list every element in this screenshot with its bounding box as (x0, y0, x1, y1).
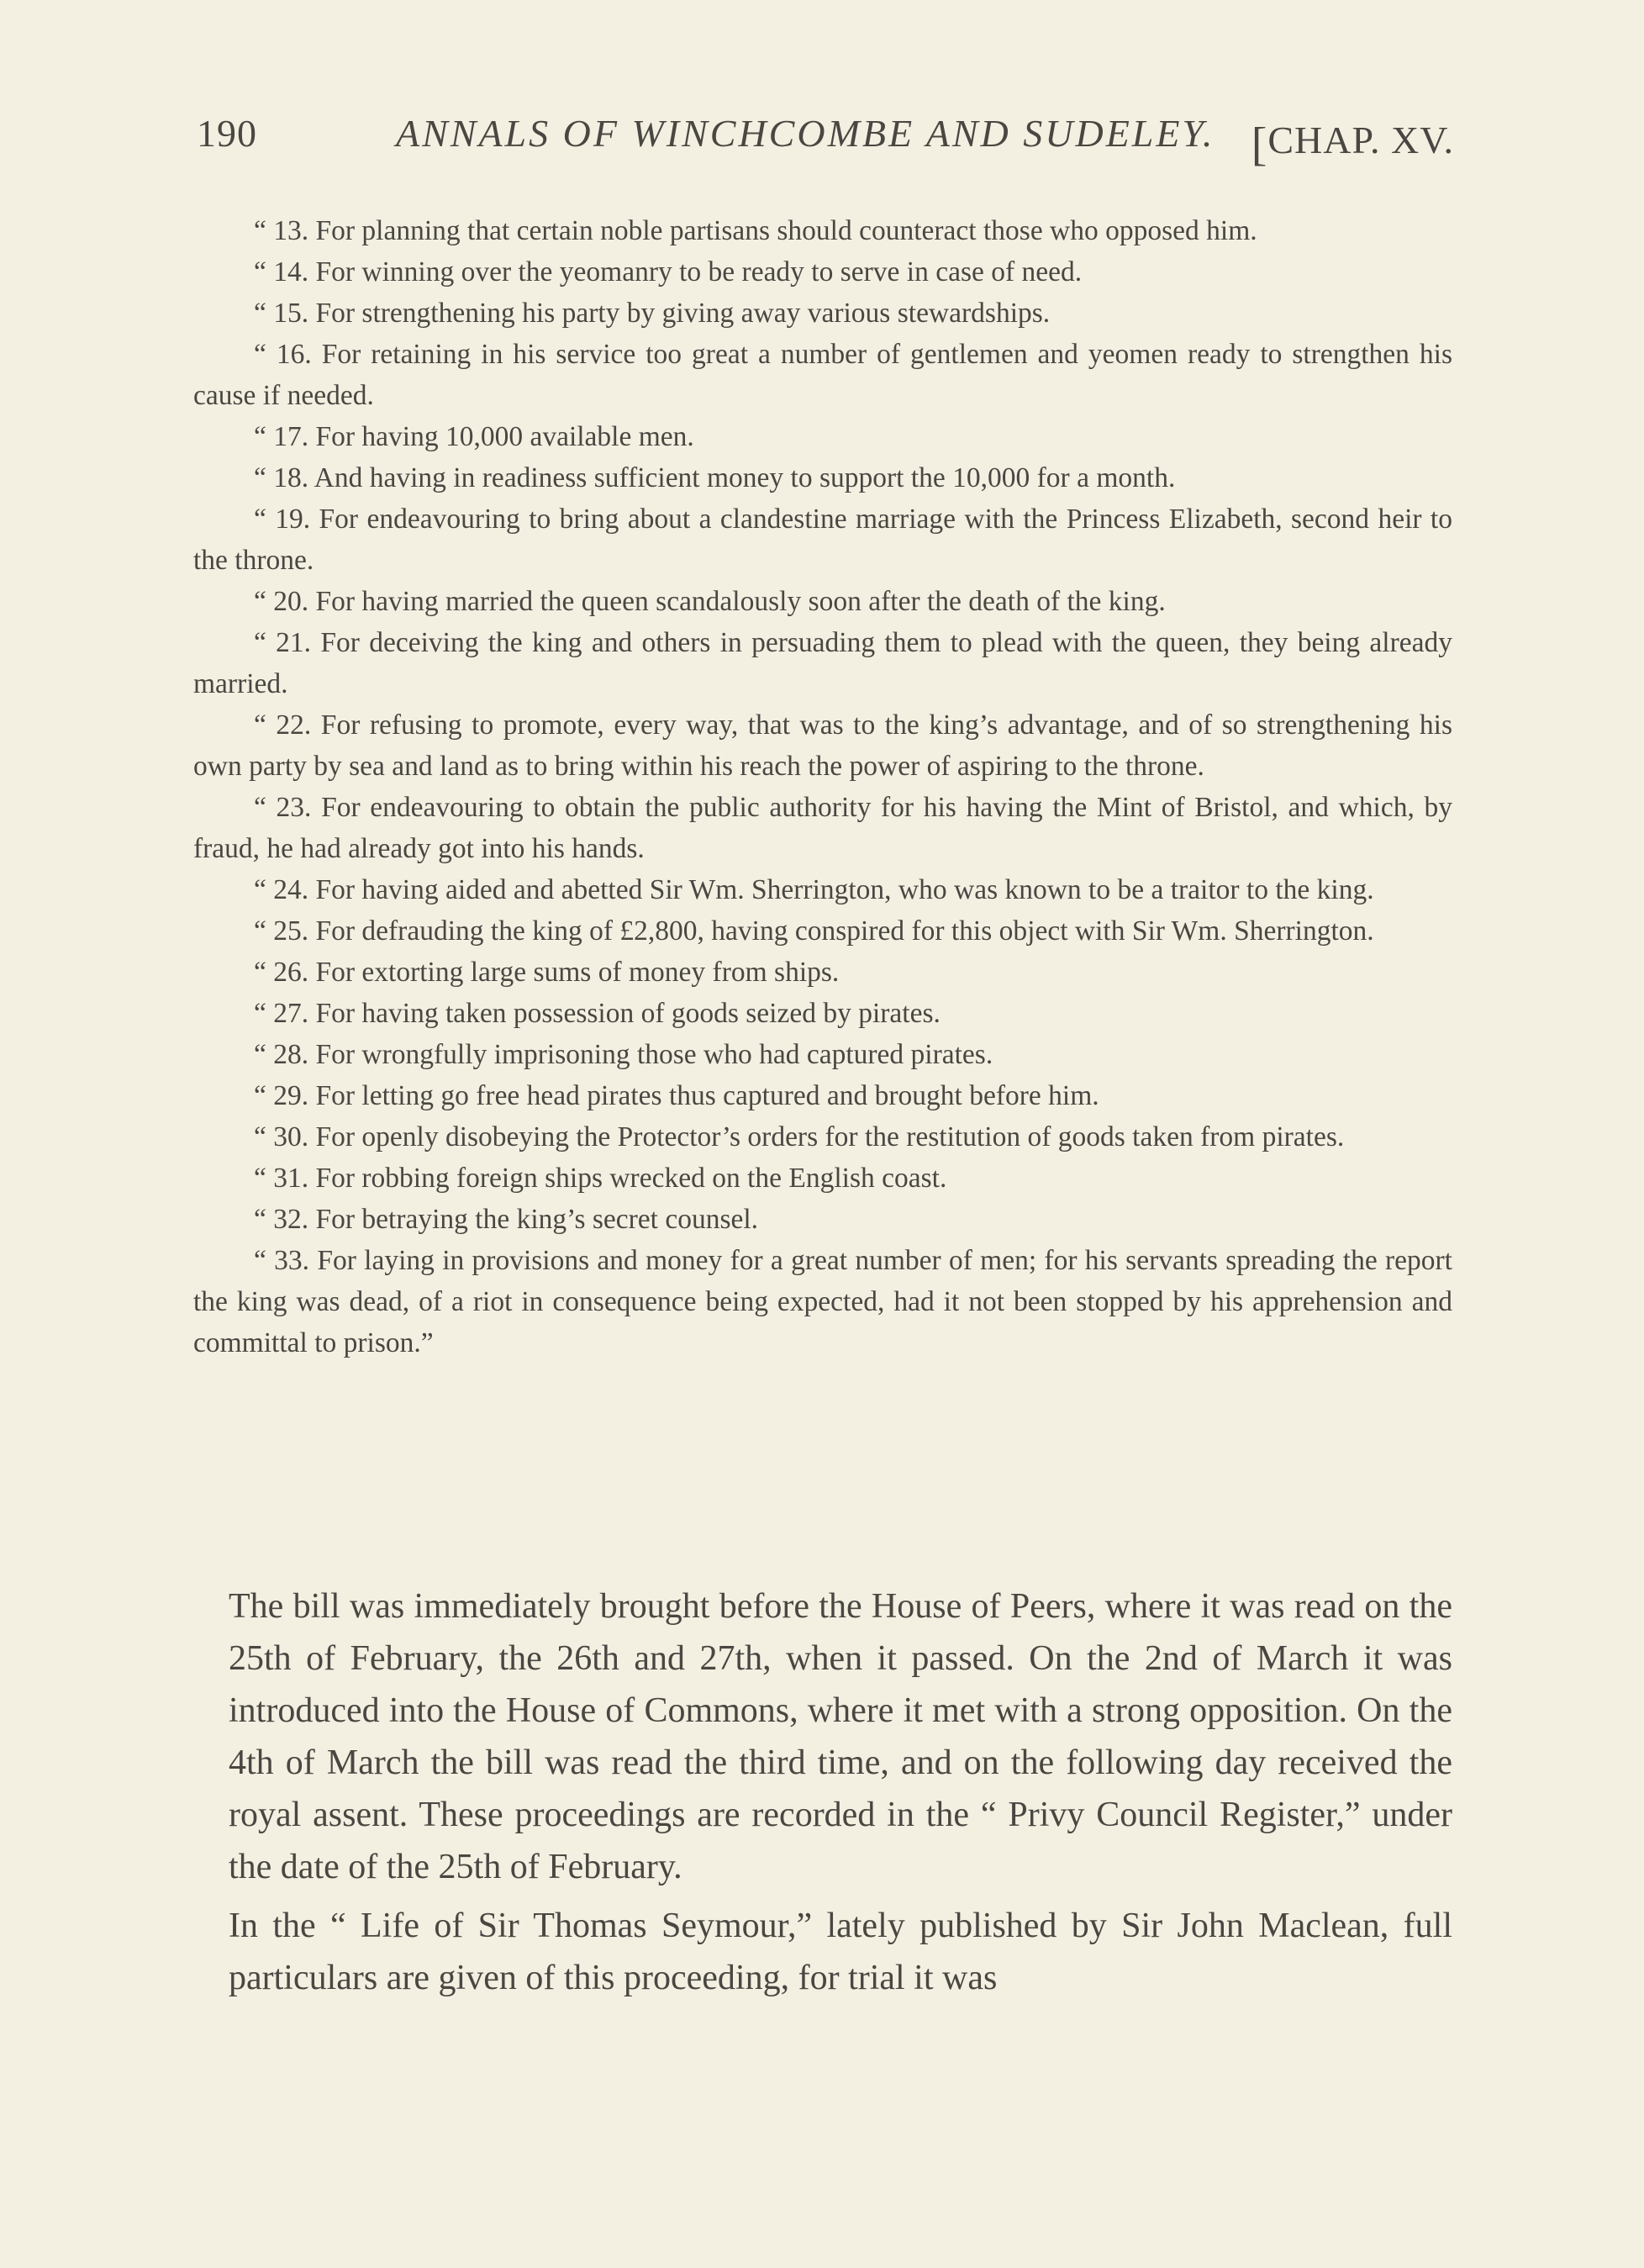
charge-33: “ 33. For laying in provisions and money for a great number of men; for his servants spreading the report the king was dead, of a riot in consequence being expected, had it not been stopped by his apprehension and committal to prison.” (193, 1245, 1452, 1358)
charge-29: “ 29. For letting go free head pirates thus captured and brought before him. (254, 1080, 1099, 1111)
chapter-bracket: [ (1251, 119, 1268, 171)
charge-27: “ 27. For having taken possession of goods seized by pirates. (254, 998, 941, 1029)
charge-32: “ 32. For betraying the king’s secret counsel. (254, 1204, 759, 1235)
running-title: ANNALS OF WINCHCOMBE AND SUDELEY. (396, 112, 1215, 155)
charge-22: “ 22. For refusing to promote, every way, that was to the king’s advantage, and of so strengthening his own party by sea and land as to bring within his reach the power of aspiring to the throne. (193, 709, 1452, 782)
paragraph-bill-proceedings: The bill was immediately brought before the House of Peers, where it was read on the 25th of February, the 26th and 27th, when it passed. On the 2nd of March it was introduced into the House of Commons, where it met with a strong opposition. On the 4th of March the bill was read the third time, and on the following day received the royal assent. These proceedings are recorded in the “ Privy Council Register,” under the date of the 25th of February. (229, 1587, 1452, 1886)
book-page (193, 0, 1454, 2268)
page-number: 190 (197, 112, 257, 155)
charge-28: “ 28. For wrongfully imprisoning those who had captured pirates. (254, 1039, 993, 1070)
charge-18: “ 18. And having in readiness sufficient money to support the 10,000 for a month. (254, 462, 1176, 493)
charge-14: “ 14. For winning over the yeomanry to be ready to serve in case of need. (254, 256, 1083, 287)
chapter-reference (1251, 111, 1454, 171)
charge-19: “ 19. For endeavouring to bring about a clandestine marriage with the Princess Elizabeth, second heir to the throne. (193, 504, 1452, 576)
charge-20: “ 20. For having married the queen scandalously soon after the death of the king. (254, 586, 1166, 617)
charge-13: “ 13. For planning that certain noble partisans should counteract those who opposed him. (254, 215, 1257, 246)
charges-list (193, 210, 1452, 1363)
charge-21: “ 21. For deceiving the king and others in persuading them to plead with the queen, they being already married. (193, 627, 1452, 699)
charge-31: “ 31. For robbing foreign ships wrecked on the English coast. (254, 1163, 947, 1194)
charge-17: “ 17. For having 10,000 available men. (254, 421, 694, 452)
charge-23: “ 23. For endeavouring to obtain the public authority for his having the Mint of Bristol, and which, by fraud, he had already got into his hands. (193, 792, 1452, 864)
body-text (229, 1580, 1452, 2004)
charge-15: “ 15. For strengthening his party by giving away various stewardships. (254, 298, 1051, 329)
charge-16: “ 16. For retaining in his service too great a number of gentlemen and yeomen ready to strengthen his cause if needed. (193, 339, 1452, 411)
charge-26: “ 26. For extorting large sums of money from ships. (254, 957, 840, 988)
paragraph-life-of-seymour: In the “ Life of Sir Thomas Seymour,” lately published by Sir John Maclean, full particulars are given of this proceeding, for trial it was (229, 1907, 1452, 1997)
chapter-label: CHAP. XV. (1267, 119, 1454, 161)
charge-25: “ 25. For defrauding the king of £2,800, having conspired for this object with Sir Wm. Sherrington. (254, 915, 1374, 947)
charge-30: “ 30. For openly disobeying the Protector’s orders for the restitution of goods taken from pirates. (254, 1121, 1345, 1152)
charge-24: “ 24. For having aided and abetted Sir Wm. Sherrington, who was known to be a traitor to the king. (254, 874, 1374, 905)
page-header (197, 111, 1454, 170)
